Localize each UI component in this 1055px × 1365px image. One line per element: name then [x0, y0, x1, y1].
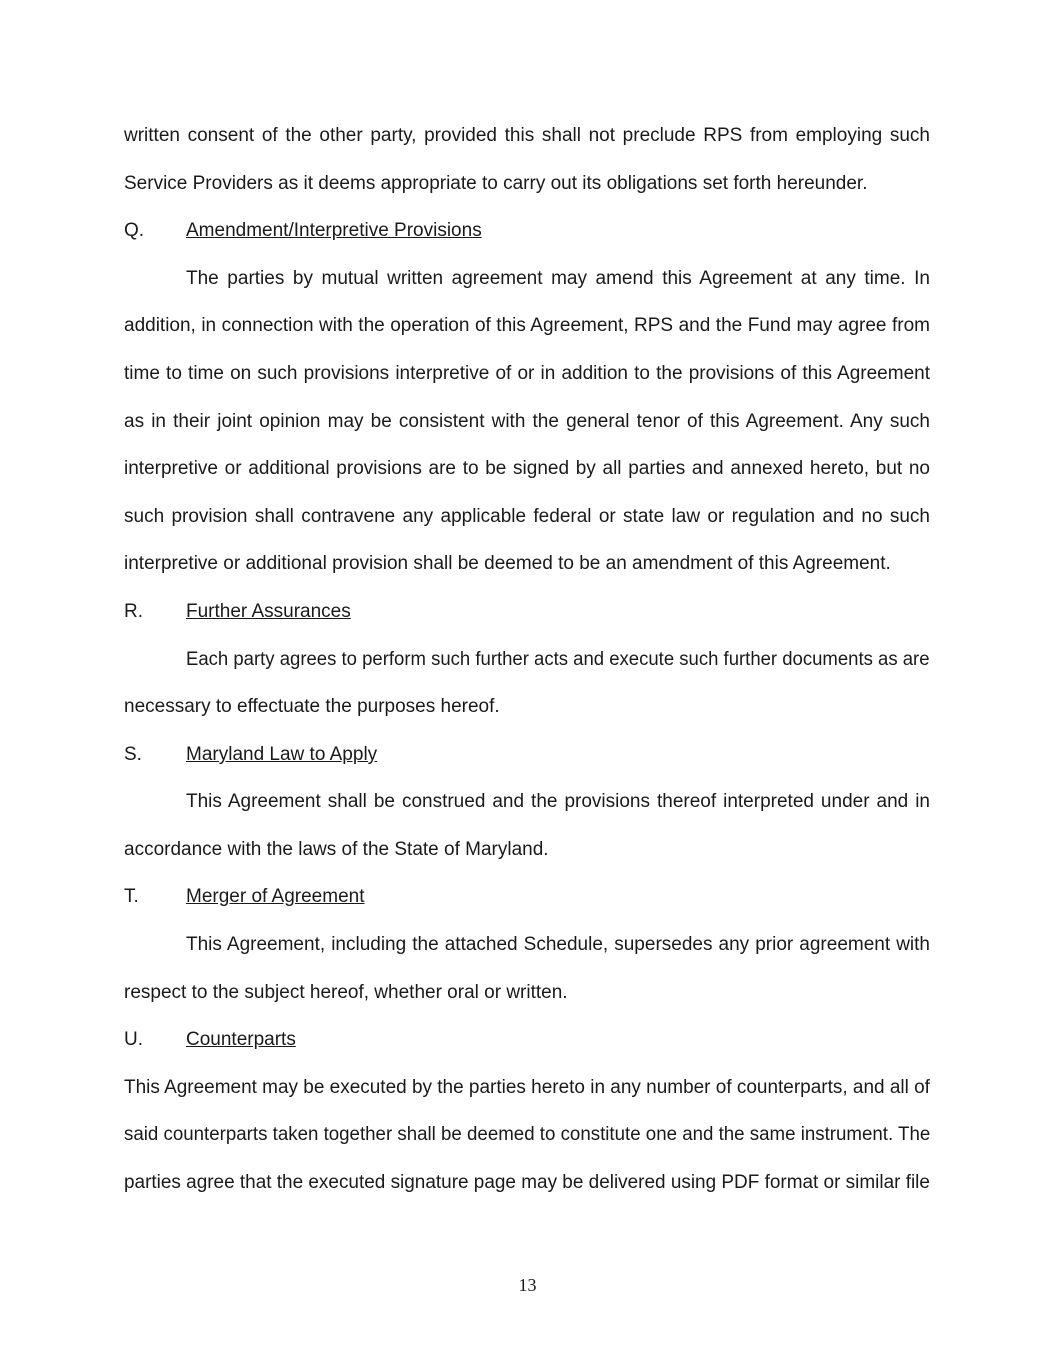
section-r-line-2: necessary to effectuate the purposes hereof.	[124, 696, 500, 717]
section-t-letter: T.	[124, 886, 139, 907]
section-s-letter: S.	[124, 744, 142, 765]
section-q-line-6: such provision shall contravene any applicable federal or state law or regulation and no such	[124, 506, 930, 527]
section-s-heading	[124, 743, 377, 767]
section-t-line-2: respect to the subject hereof, whether oral or written.	[124, 982, 568, 1003]
section-t-title: Merger of Agreement	[186, 886, 365, 907]
section-s-title: Maryland Law to Apply	[186, 744, 378, 765]
section-q-line-5: interpretive or additional provisions are to be signed by all parties and annexed hereto, but no	[124, 458, 930, 479]
section-q-heading	[124, 219, 482, 243]
section-t-heading	[124, 885, 364, 909]
section-u-line-1: This Agreement may be executed by the parties hereto in any number of counterparts, and all of	[124, 1077, 930, 1098]
section-r-title: Further Assurances	[186, 601, 351, 622]
intro-line-2: Service Providers as it deems appropriate to carry out its obligations set forth hereunder.	[124, 173, 868, 194]
section-q-line-4: as in their joint opinion may be consistent with the general tenor of this Agreement. Any such	[124, 411, 930, 432]
section-q-title: Amendment/Interpretive Provisions	[186, 220, 482, 241]
section-u-title: Counterparts	[186, 1029, 296, 1050]
section-u-line-3: parties agree that the executed signature page may be delivered using PDF format or similar file	[124, 1172, 930, 1193]
section-s-line-2: accordance with the laws of the State of Maryland.	[124, 839, 549, 860]
section-q-line-1: The parties by mutual written agreement may amend this Agreement at any time. In	[186, 268, 930, 289]
section-r-letter: R.	[124, 601, 143, 622]
intro-line-1: written consent of the other party, provided this shall not preclude RPS from employing such	[124, 125, 930, 146]
section-u-letter: U.	[124, 1029, 143, 1050]
page-number: 13	[518, 1275, 537, 1295]
section-q-line-2: addition, in connection with the operation of this Agreement, RPS and the Fund may agree from	[124, 315, 930, 336]
section-t-line-1: This Agreement, including the attached Schedule, supersedes any prior agreement with	[186, 934, 930, 955]
section-u-line-2: said counterparts taken together shall be deemed to constitute one and the same instrument. The	[124, 1124, 931, 1145]
section-r-heading	[124, 600, 351, 624]
section-s-line-1: This Agreement shall be construed and the provisions thereof interpreted under and in	[186, 791, 930, 812]
section-r-line-1: Each party agrees to perform such further acts and execute such further documents as are	[186, 649, 930, 670]
section-q-line-7: interpretive or additional provision shall be deemed to be an amendment of this Agreement.	[124, 553, 891, 574]
section-u-heading	[124, 1028, 296, 1052]
section-q-line-3: time to time on such provisions interpretive of or in addition to the provisions of this Agreement	[124, 363, 930, 384]
section-q-letter: Q.	[124, 220, 145, 241]
